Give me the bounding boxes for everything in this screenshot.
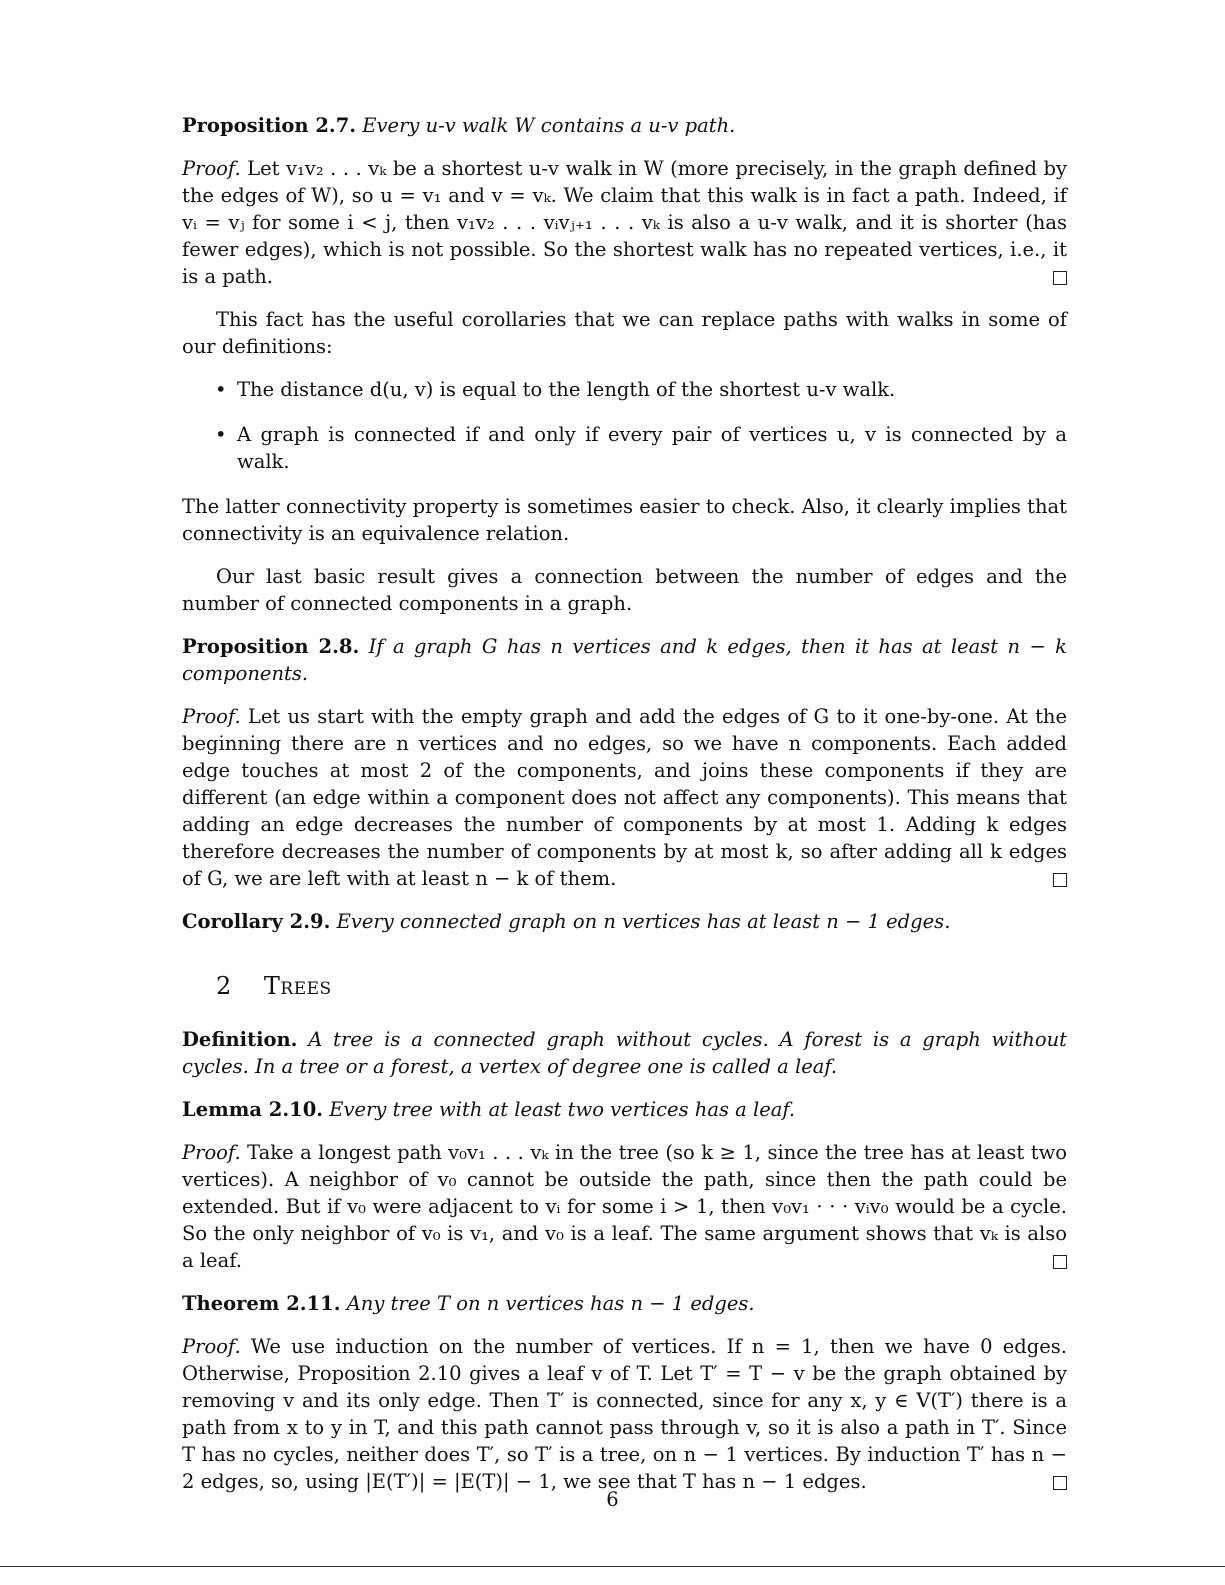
proposition-2-7 [182,112,1067,139]
section-number: 2 [216,972,232,1000]
proof-4 [182,1333,1067,1495]
definition [182,1026,1067,1080]
proof4-label: Proof. [182,1335,241,1358]
proof2-label: Proof. [182,705,241,728]
proof1-label: Proof. [182,157,241,180]
corollary-2-9 [182,908,1067,935]
paragraph-1: This fact has the useful corollaries that we can replace paths with walks in some of our definitions: [182,308,1067,358]
paragraph-3: Our last basic result gives a connection between the number of edges and the number of connected components in a graph. [182,565,1067,615]
qed-icon [1053,873,1067,887]
thm211-label: Theorem 2.11. [182,1292,341,1315]
proof3-text: Take a longest path v₀v₁ . . . vₖ in the tree (so k ≥ 1, since the tree has at least two vertices). A neighbor of v₀ cannot be outside the path, since then the path could be extended. But if v₀ were adjacent to vᵢ for some i > 1, then v₀v₁ · · · vᵢv₀ would be a cycle. So the only neighbor of v₀ is v₁, and v₀ is a leaf. The same argument shows that vₖ is also a leaf. [182,1141,1068,1272]
paragraph-2: The latter connectivity property is sometimes easier to check. Also, it clearly implies that connectivity is an equivalence relation. [182,495,1067,545]
def-label: Definition. [182,1028,298,1051]
section-heading [216,973,1067,1000]
prop28-label: Proposition 2.8. [182,635,360,658]
bullet-list [182,376,1067,475]
proof2-text: Let us start with the empty graph and add the edges of G to it one-by-one. At the beginning there are n vertices and no edges, so we have n components. Each added edge touches at most 2 of the components, and joins these components if they are different (an edge within a component does not affect any components). This means that adding an edge decreases the number of components by at most 1. Adding k edges therefore decreases the number of components by at most k, so after adding all k edges of G, we are left with at least n − k of them. [182,705,1068,890]
proof-3 [182,1139,1067,1274]
proof4-text: We use induction on the number of vertices. If n = 1, then we have 0 edges. Otherwise, Proposition 2.10 gives a leaf v of T. Let T′ = T − v be the graph obtained by removing v and its only edge. Then T′ is connected, since for any x, y ∈ V(T′) there is a path from x to y in T, and this path cannot pass through v, so it is also a path in T′. Since T has no cycles, neither does T′, so T′ is a tree, on n − 1 vertices. By induction T′ has n − 2 edges, so, using |E(T′)| = |E(T)| − 1, we see that T has n − 1 edges. [182,1335,1067,1493]
page-number: 6 [606,1488,619,1511]
page-content [182,112,1067,1511]
bullet-item-2: • A graph is connected if and only if every pair of vertices u, v is connected by a walk. [237,421,1067,475]
lem210-label: Lemma 2.10. [182,1098,324,1121]
qed-icon [1053,1255,1067,1269]
lemma-2-10 [182,1096,1067,1123]
lem210-text: Every tree with at least two vertices has a leaf. [329,1098,796,1121]
cor29-label: Corollary 2.9. [182,910,331,933]
prop28-text: If a graph G has n vertices and k edges, then it has at least n − k components. [182,635,1067,685]
proof3-label: Proof. [182,1141,241,1164]
def-text: A tree is a connected graph without cycles. A forest is a graph without cycles. In a tree or a forest, a vertex of degree one is called a leaf. [182,1028,1067,1078]
proof-2 [182,703,1067,892]
theorem-2-11 [182,1290,1067,1317]
section-title: Trees [263,972,332,1000]
prop27-text: Every u-v walk W contains a u-v path. [362,114,736,137]
bullet-item-1: • The distance d(u, v) is equal to the length of the shortest u-v walk. [237,376,1067,403]
proof-1 [182,155,1067,290]
proof1-text: Let v₁v₂ . . . vₖ be a shortest u-v walk in W (more precisely, in the graph defined by the edges of W), so u = v₁ and v = vₖ. We claim that this walk is in fact a path. Indeed, if vᵢ = vⱼ for some i < j, then v₁v₂ . . . vᵢvⱼ₊₁ . . . vₖ is also a u-v walk, and it is shorter (has fewer edges), which is not possible. So the shortest walk has no repeated vertices, i.e., it is a path. [182,157,1067,288]
qed-icon [1053,271,1067,285]
prop27-label: Proposition 2.7. [182,114,357,137]
cor29-text: Every connected graph on n vertices has at least n − 1 edges. [336,910,951,933]
thm211-text: Any tree T on n vertices has n − 1 edges. [346,1292,755,1315]
bottom-rule [0,1566,1225,1567]
proposition-2-8 [182,633,1067,687]
